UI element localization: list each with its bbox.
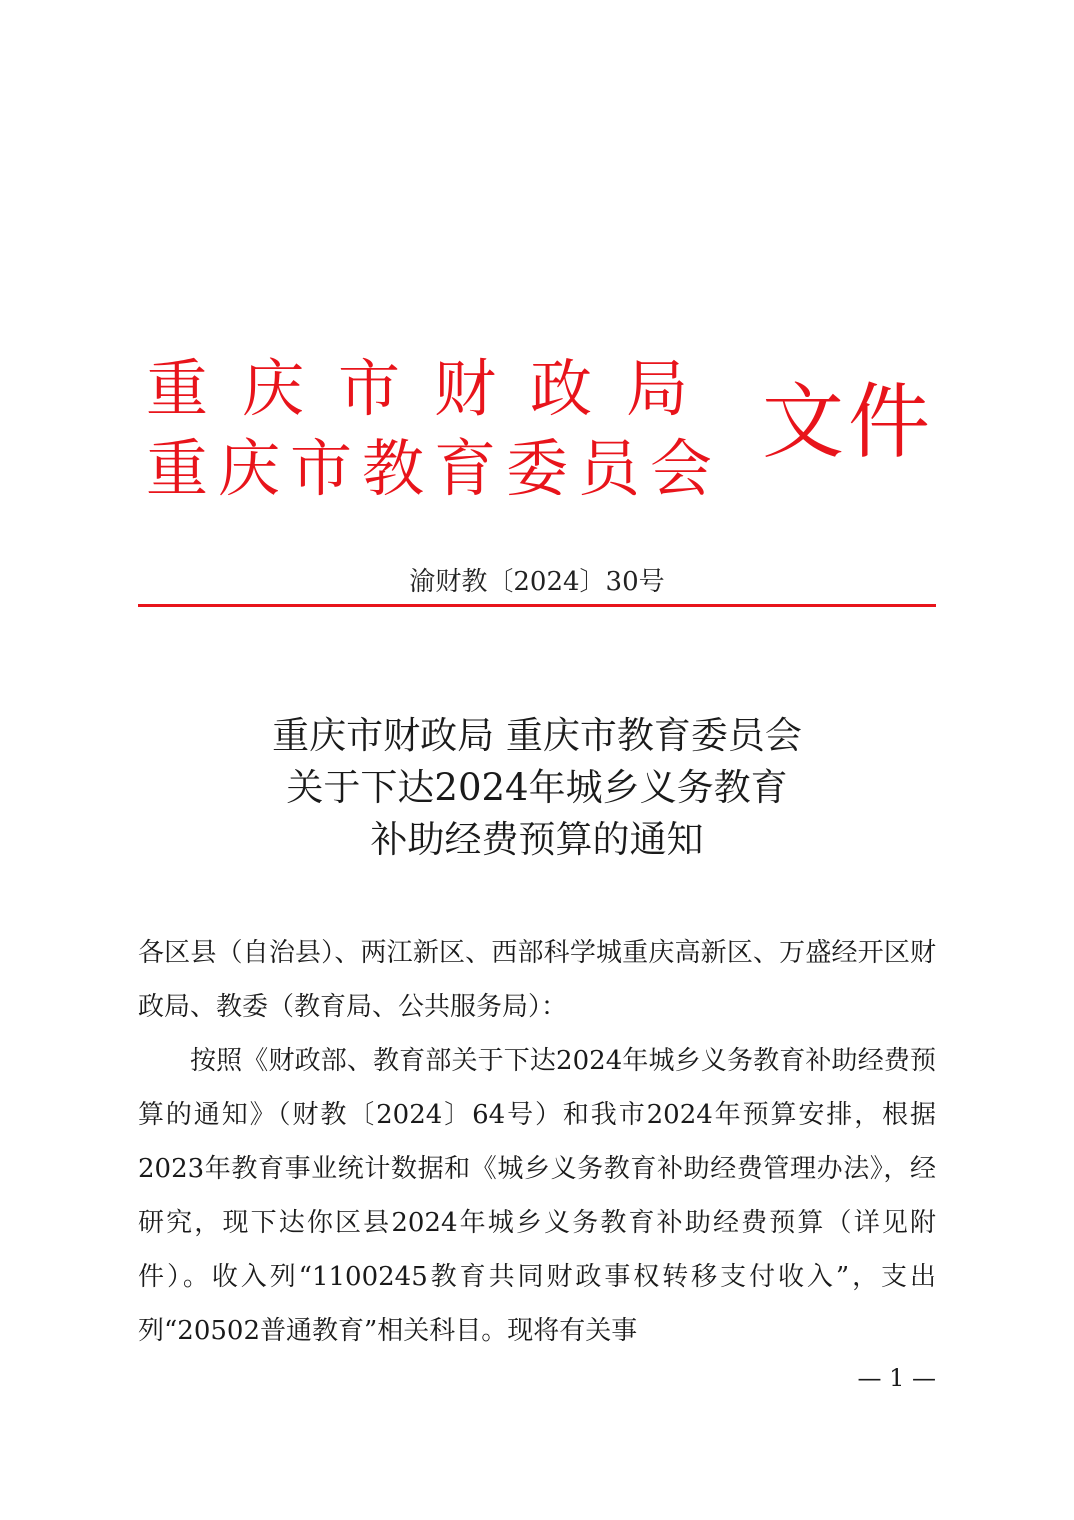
document-body	[138, 926, 936, 1358]
document-suffix: 文件	[762, 375, 935, 470]
recipients-paragraph: 各区县（自治县）、两江新区、西部科学城重庆高新区、万盛经开区财政局、教委（教育局、公共服务局）：	[138, 938, 936, 1022]
red-divider-line	[138, 604, 936, 607]
issuing-org-finance-bureau: 重庆市财政局	[146, 352, 723, 425]
body-paragraph-1: 按照《财政部、教育部关于下达2024年城乡义务教育补助经费预算的通知》（财教〔2024〕64号）和我市2024年预算安排，根据2023年教育事业统计数据和《城乡义务教育补助经费管理办法》，经研究，现下达你区县2024年城乡义务教育补助经费预算（详见附件）。收入列“1100245教育共同财政事权转移支付收入”，支出列“20502普通教育”相关科目。现将有关事	[138, 1046, 936, 1346]
document-number: 渝财教〔2024〕30号	[409, 567, 665, 597]
title-line-1: 重庆市财政局 重庆市教育委员会	[272, 714, 802, 757]
document-title	[0, 710, 1074, 866]
page-number: — 1 —	[857, 1364, 936, 1392]
title-line-2: 关于下达2024年城乡义务教育	[286, 766, 788, 809]
red-header	[146, 350, 936, 505]
title-line-3: 补助经费预算的通知	[370, 818, 704, 861]
issuing-org-education-commission: 重庆市教育委员会	[146, 432, 723, 505]
